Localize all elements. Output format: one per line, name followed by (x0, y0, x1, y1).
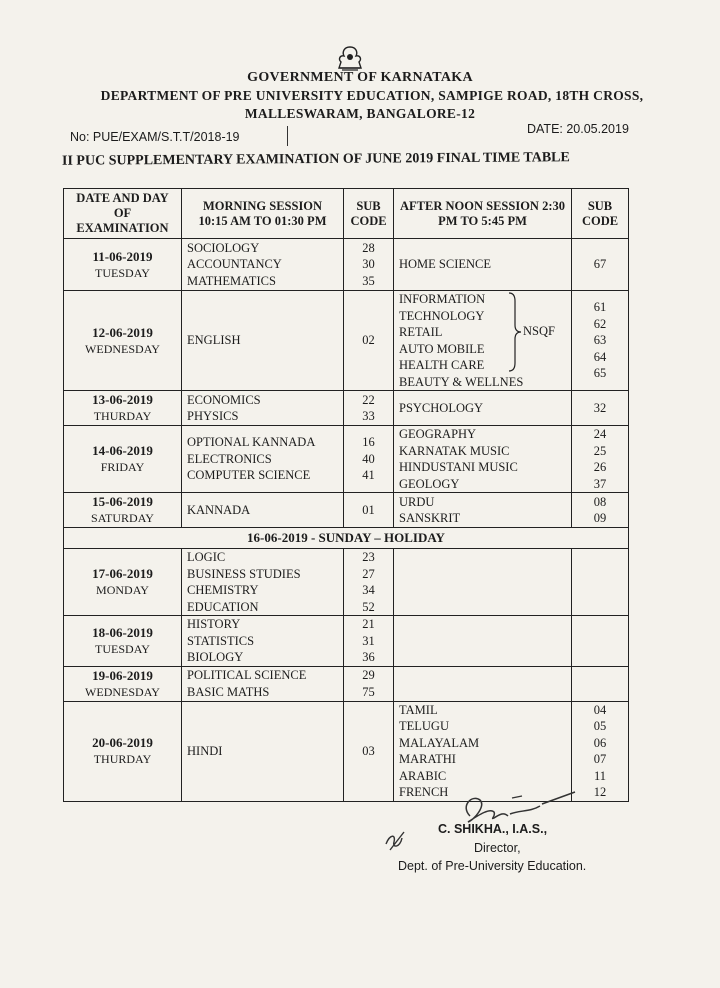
subject-code: 33 (362, 409, 375, 423)
exam-date: 14-06-2019 (92, 443, 153, 458)
morning-subjects (182, 391, 344, 426)
exam-date: 15-06-2019 (92, 494, 153, 509)
exam-date: 13-06-2019 (92, 392, 153, 407)
subject-code: 07 (593, 752, 607, 766)
morning-codes (344, 426, 394, 493)
exam-date: 17-06-2019 (92, 566, 153, 581)
afternoon-codes (572, 549, 629, 616)
afternoon-subject: URDU (399, 494, 435, 509)
subject-code: 11 (593, 768, 607, 783)
reference-number: No: PUE/EXAM/S.T.T/2018-19 (70, 130, 240, 144)
afternoon-codes (572, 701, 629, 801)
signatory-name: C. SHIKHA., I.A.S., (438, 822, 548, 836)
subject-code: 31 (362, 633, 375, 648)
subject-code: 75 (362, 684, 375, 699)
morning-subjects (182, 239, 344, 291)
subject-code: 09 (593, 511, 607, 525)
subject-code: 06 (593, 735, 607, 750)
exam-date-cell (64, 701, 182, 801)
subject-code: 37 (593, 476, 607, 491)
morning-subject: HISTORY (187, 617, 241, 631)
morning-subjects (182, 549, 344, 616)
subject-code: 28 (362, 240, 375, 255)
subject-code: 52 (362, 599, 375, 614)
afternoon-subject: PSYCHOLOGY (399, 400, 484, 415)
morning-codes (344, 239, 394, 291)
morning-subject: MATHEMATICS (187, 273, 276, 288)
morning-subject: ENGLISH (187, 333, 241, 348)
morning-subject: PHYSICS (187, 409, 239, 423)
exam-date: 12-06-2019 (92, 324, 153, 340)
morning-subjects (182, 616, 344, 667)
afternoon-codes (572, 493, 629, 528)
afternoon-subject: TECHNOLOGY (399, 308, 485, 323)
morning-subject: LOGIC (187, 550, 226, 564)
afternoon-subject: FRENCH (399, 785, 449, 799)
exam-day: WEDNESDAY (85, 684, 160, 699)
table-row (64, 426, 629, 493)
morning-codes (344, 391, 394, 426)
subject-code: 41 (362, 468, 375, 483)
table-row (64, 239, 629, 291)
subject-code: 27 (362, 566, 375, 581)
morning-subject: EDUCATION (187, 599, 259, 614)
subject-code: 02 (362, 333, 375, 348)
subject-code: 62 (593, 316, 607, 331)
afternoon-subjects (394, 666, 572, 701)
subject-code: 64 (593, 349, 607, 364)
exam-day: THURDAY (93, 409, 152, 423)
subject-code: 63 (593, 333, 607, 348)
table-row (64, 493, 629, 528)
exam-date: 18-06-2019 (92, 624, 153, 640)
subject-code: 67 (593, 257, 607, 272)
afternoon-subject: MALAYALAM (399, 735, 480, 750)
table-row (64, 391, 629, 426)
afternoon-subject: TAMIL (399, 702, 438, 717)
divider (287, 126, 288, 146)
morning-subjects (182, 426, 344, 493)
subject-code: 24 (593, 427, 607, 441)
morning-subjects (182, 701, 344, 801)
subject-code: 26 (593, 460, 607, 474)
nsqf-label: NSQF (523, 324, 555, 338)
afternoon-subject: HOME SCIENCE (399, 257, 492, 272)
morning-codes (344, 616, 394, 667)
subject-code: 01 (362, 502, 375, 517)
exam-date: 11-06-2019 (92, 248, 153, 264)
subject-code: 34 (362, 583, 375, 597)
afternoon-subjects (394, 391, 572, 426)
afternoon-subjects (394, 549, 572, 616)
subject-code: 25 (593, 443, 607, 458)
subject-code: 30 (362, 257, 375, 272)
holiday-notice: 16-06-2019 - SUNDAY – HOLIDAY (64, 528, 629, 549)
table-row (64, 616, 629, 667)
table-row (64, 549, 629, 616)
morning-subject: BIOLOGY (187, 650, 244, 664)
morning-subject: ECONOMICS (187, 392, 261, 407)
document-date: DATE: 20.05.2019 (527, 122, 629, 136)
header-date: DATE AND DAY OF EXAMINATION (64, 189, 182, 239)
morning-subjects (182, 291, 344, 391)
afternoon-subject: HINDUSTANI MUSIC (399, 460, 518, 474)
subject-code: 08 (593, 494, 607, 509)
exam-day: MONDAY (96, 583, 149, 597)
morning-codes (344, 493, 394, 528)
nsqf-group (399, 291, 566, 390)
morning-subject: POLITICAL SCIENCE (187, 668, 307, 682)
header-morning: MORNING SESSION 10:15 AM TO 01:30 PM (182, 189, 344, 239)
exam-day: TUESDAY (95, 265, 150, 280)
exam-date-cell (64, 426, 182, 493)
exam-date-cell (64, 239, 182, 291)
afternoon-subject: ARABIC (399, 768, 447, 783)
subject-code: 61 (593, 300, 607, 315)
morning-subject: HINDI (187, 743, 223, 758)
morning-subject: ELECTRONICS (187, 451, 272, 466)
morning-subject: BASIC MATHS (187, 684, 270, 699)
header-code: SUB CODE (344, 189, 394, 239)
exam-day: SATURDAY (91, 511, 154, 525)
header-afternoon: AFTER NOON SESSION 2:30 PM TO 5:45 PM (394, 189, 572, 239)
initial-mark-icon (382, 828, 408, 854)
afternoon-subject: SANSKRIT (399, 511, 461, 525)
morning-subject: CHEMISTRY (187, 583, 259, 597)
exam-day: WEDNESDAY (85, 341, 160, 356)
exam-timetable (63, 188, 629, 802)
afternoon-subject: AUTO MOBILE (399, 341, 485, 356)
morning-codes (344, 291, 394, 391)
afternoon-codes (572, 291, 629, 391)
morning-codes (344, 549, 394, 616)
afternoon-subject: HEALTH CARE (399, 358, 485, 372)
exam-date-cell (64, 666, 182, 701)
address-heading: MALLESWARAM, BANGALORE-12 (244, 106, 476, 121)
afternoon-subject: BEAUTY & WELLNES (399, 374, 524, 389)
table-row (64, 291, 629, 391)
exam-day: FRIDAY (100, 460, 145, 474)
morning-subject: OPTIONAL KANNADA (187, 435, 316, 450)
morning-subject: BUSINESS STUDIES (187, 566, 301, 581)
exam-date-cell (64, 291, 182, 391)
afternoon-codes (572, 239, 629, 291)
morning-subject: COMPUTER SCIENCE (187, 468, 311, 483)
morning-subject: SOCIOLOGY (187, 240, 260, 255)
afternoon-codes (572, 666, 629, 701)
afternoon-codes (572, 426, 629, 493)
morning-subject: ACCOUNTANCY (187, 257, 282, 272)
exam-date-cell (64, 549, 182, 616)
morning-subjects (182, 493, 344, 528)
department-heading: DEPARTMENT OF PRE UNIVERSITY EDUCATION, SAMPIGE ROAD, 18TH CROSS, (100, 88, 644, 103)
subject-code: 03 (362, 743, 375, 758)
subject-code: 23 (362, 550, 375, 564)
exam-date: 20-06-2019 (92, 735, 153, 750)
subject-code: 29 (362, 668, 375, 682)
morning-codes (344, 701, 394, 801)
afternoon-subject: MARATHI (399, 752, 456, 766)
signatory-role: Director, (474, 841, 521, 855)
exam-date-cell (64, 391, 182, 426)
subject-code: 04 (593, 702, 607, 717)
afternoon-subject: GEOLOGY (399, 476, 460, 491)
exam-day: THURDAY (93, 752, 152, 766)
subject-code: 36 (362, 650, 375, 664)
afternoon-subject: RETAIL (399, 325, 443, 339)
subject-code: 22 (362, 392, 375, 407)
exam-date-cell (64, 493, 182, 528)
morning-subject: KANNADA (187, 502, 251, 517)
exam-date-cell (64, 616, 182, 667)
exam-date: 19-06-2019 (92, 667, 153, 683)
subject-code: 65 (593, 366, 607, 381)
subject-code: 16 (362, 435, 375, 450)
exam-day: TUESDAY (95, 641, 150, 656)
brace-icon (507, 291, 523, 373)
holiday-row (64, 528, 629, 549)
afternoon-subjects (394, 426, 572, 493)
subject-code: 21 (362, 617, 375, 631)
morning-subjects (182, 666, 344, 701)
afternoon-subjects (394, 239, 572, 291)
subject-code: 05 (593, 719, 607, 733)
subject-code: 35 (362, 273, 375, 288)
subject-code: 40 (362, 451, 375, 466)
morning-codes (344, 666, 394, 701)
page-title: II PUC SUPPLEMENTARY EXAMINATION OF JUNE 2019 FINAL TIME TABLE (61, 150, 570, 169)
karnataka-emblem-icon (330, 44, 370, 72)
afternoon-subject: KARNATAK MUSIC (399, 443, 510, 458)
table-row (64, 666, 629, 701)
subject-code: 32 (593, 400, 607, 415)
afternoon-subject: INFORMATION (399, 292, 486, 306)
afternoon-codes (572, 391, 629, 426)
afternoon-subjects (394, 493, 572, 528)
afternoon-codes (572, 616, 629, 667)
afternoon-subjects (394, 616, 572, 667)
morning-subject: STATISTICS (187, 633, 255, 648)
afternoon-subject: TELUGU (399, 719, 449, 733)
afternoon-subjects (394, 291, 572, 391)
signatory-office: Dept. of Pre-University Education. (398, 859, 587, 873)
afternoon-subject: GEOGRAPHY (399, 427, 477, 441)
government-heading: GOVERNMENT OF KARNATAKA (247, 70, 473, 85)
header-code: SUB CODE (572, 189, 629, 239)
subject-code: 12 (593, 785, 607, 799)
